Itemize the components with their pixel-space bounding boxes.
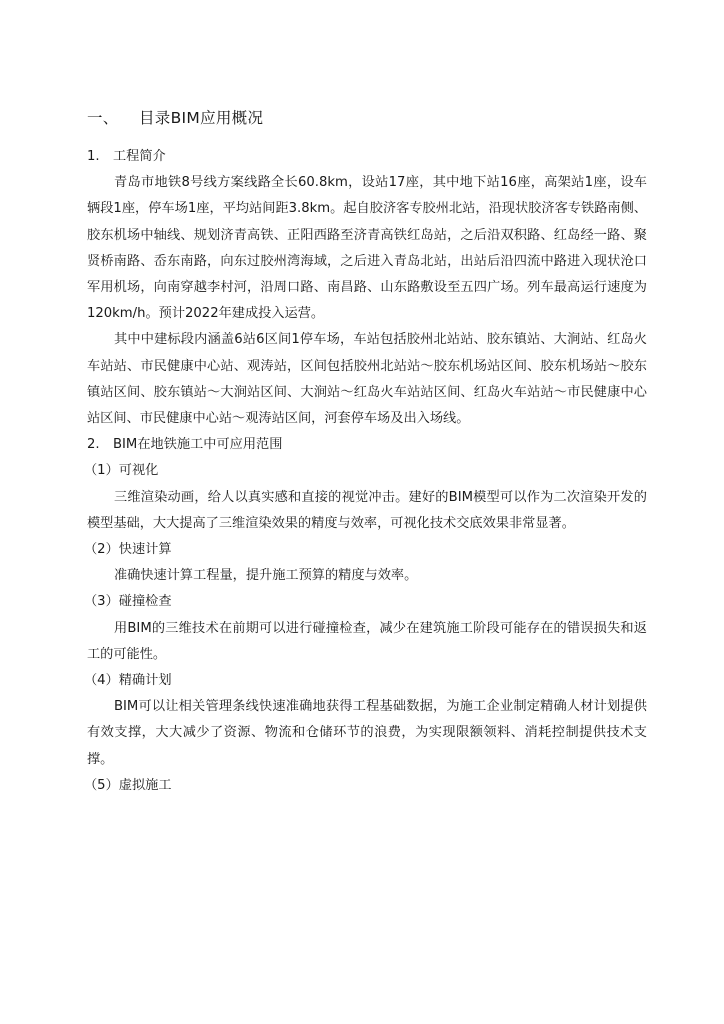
subsection-virtual-construction-heading: （5）虚拟施工 (84, 777, 172, 793)
subsection-visualization-heading: （1）可视化 (84, 463, 159, 479)
chapter-heading (87, 106, 263, 128)
subsection-quick-calculation-text: 准确快速计算工程量，提升施工预算的精度与效率。 (114, 568, 418, 584)
chapter-number: 一、 (87, 109, 119, 127)
section-1-title: 工程简介 (113, 149, 166, 164)
section-2-title: BIM在地铁施工中可应用范围 (113, 437, 283, 453)
section-1-heading (87, 144, 647, 170)
subsection-clash-detection-text: 用BIM的三维技术在前期可以进行碰撞检查，减少在建筑施工阶段可能存在的错误损失和返工的可能性。 (87, 620, 647, 662)
subsection-visualization-text: 三维渲染动画，给人以真实感和直接的视觉冲击。建好的BIM模型可以作为二次渲染开发的模型基础，大大提高了三维渲染效果的精度与效率，可视化技术交底效果非常显著。 (87, 489, 647, 531)
subsection-quick-calculation-heading: （2）快速计算 (84, 542, 172, 558)
section-2-heading (87, 432, 647, 458)
project-overview-paragraph: 青岛市地铁8号线方案线路全长60.8km，设站17座，其中地下站16座，高架站1座，设车辆段1座，停车场1座，平均站间距3.8km。起自胶济客专胶州北站，沿现状胶济客专铁路南侧、胶东机场中轴线、规划济青高铁、正阳西路至济青高铁红岛站，之后沿双积路、红岛经一路、聚贤桥南路、岙东南路，向东过胶州湾海域，之后进入青岛北站，出站后沿四流中路进入现状沧口军用机场，向南穿越李村河，沿周口路、南昌路、山东路敷设至五四广场。列车最高运行速度为120km/h。预计2022年建成投入运营。 (87, 175, 647, 322)
subsection-precise-planning-text: BIM可以让相关管理条线快速准确地获得工程基础数据，为施工企业制定精确人材计划提供有效支撑，大大减少了资源、物流和仓储环节的浪费，为实现限额领料、消耗控制提供技术支撑。 (87, 699, 647, 767)
subsection-precise-planning-heading: （4）精确计划 (84, 673, 172, 689)
section-2-number: 2. (87, 437, 100, 453)
subsection-clash-detection-heading: （3）碰撞检查 (84, 594, 172, 610)
contract-scope-paragraph: 其中中建标段内涵盖6站6区间1停车场，车站包括胶州北站站、胶东镇站、大涧站、红岛火车站站、市民健康中心站、观涛站，区间包括胶州北站站～胶东机场站区间、胶东机场站～胶东镇站区间、胶东镇站～大涧站区间、大涧站～红岛火车站站区间、红岛火车站站～市民健康中心站区间、市民健康中心站～观涛站区间，河套停车场及出入场线。 (87, 332, 647, 427)
section-1 (84, 144, 647, 799)
chapter-title: 目录BIM应用概况 (139, 109, 264, 127)
section-1-number: 1. (87, 149, 100, 164)
